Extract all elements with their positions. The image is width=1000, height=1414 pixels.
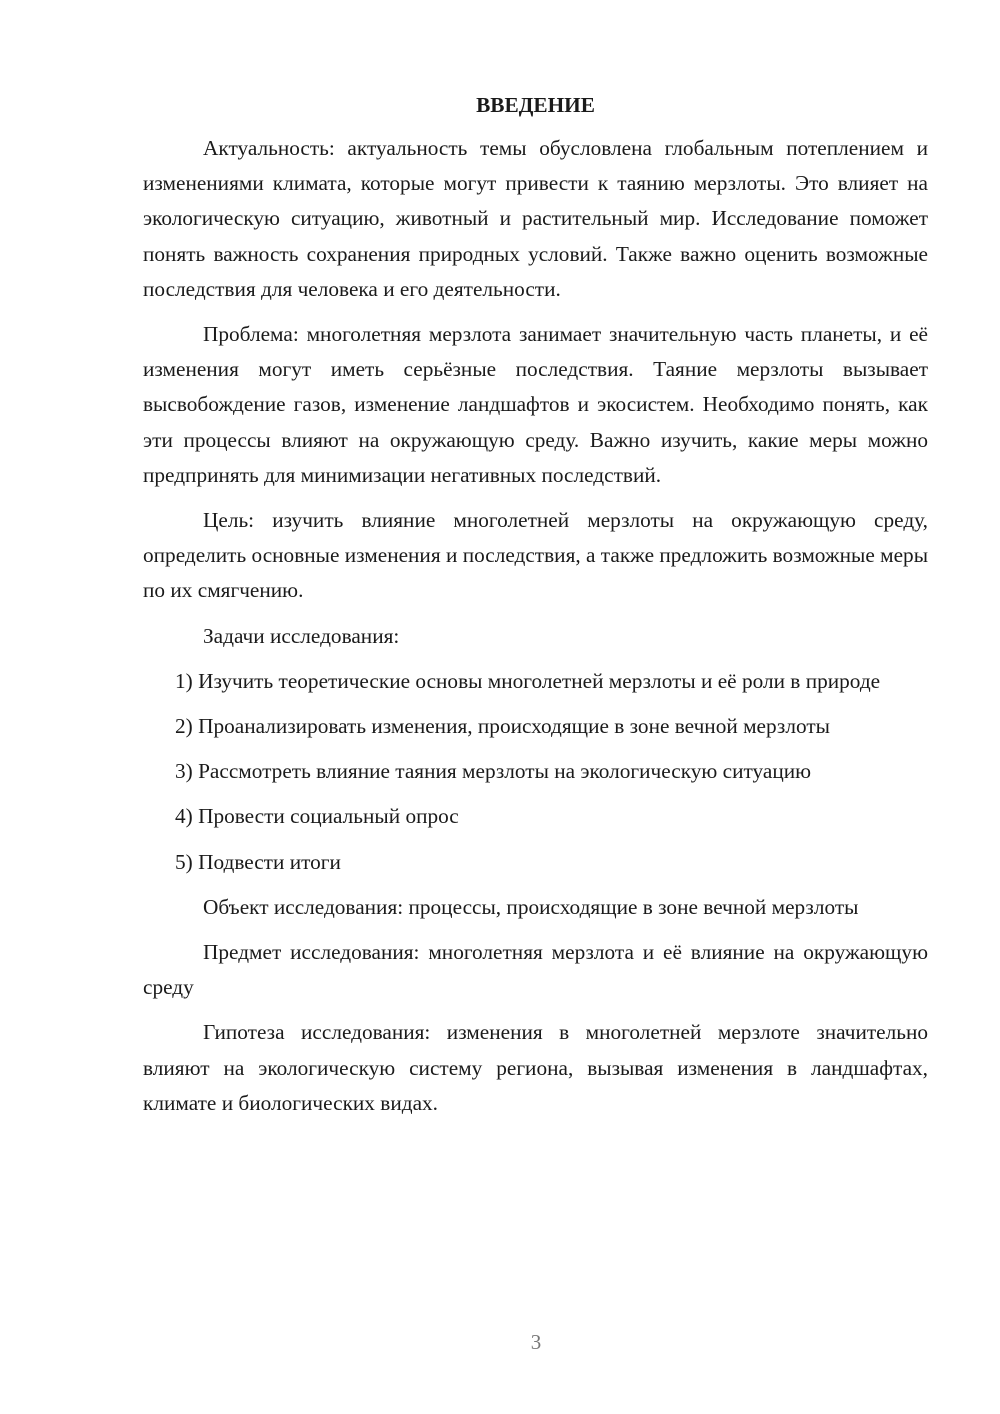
paragraph-hypothesis: Гипотеза исследования: изменения в многолетней мерзлоте значительно влияют на экологическую систему региона, вызывая изменения в ландшафтах, климате и биологических видах. [143, 1020, 928, 1115]
task-item-1: 1) Изучить теоретические основы многолетней мерзлоты и её роли в природе [175, 668, 881, 693]
tasks-heading: Задачи исследования: [203, 623, 400, 648]
paragraph-object: Объект исследования: процессы, происходящие в зоне вечной мерзлоты [203, 894, 859, 919]
task-item-3: 3) Рассмотреть влияние таяния мерзлоты на экологическую ситуацию [175, 759, 812, 784]
paragraph-subject: Предмет исследования: многолетняя мерзлота и её влияние на окружающую среду [143, 940, 928, 1000]
page-number: 3 [530, 1330, 542, 1354]
document-page [143, 88, 928, 1131]
task-item-4: 4) Провести социальный опрос [175, 804, 459, 829]
task-item-2: 2) Проанализировать изменения, происходящие в зоне вечной мерзлоты [175, 714, 830, 739]
section-title: ВВЕДЕНИЕ [476, 93, 595, 117]
paragraph-relevance: Актуальность: актуальность темы обусловлена глобальным потеплением и изменениями климата, которые могут привести к таянию мерзлоты. Это влияет на экологическую ситуацию, животный и растительный мир. Исследование поможет понять важность сохранения природных условий. Также важно оценить возможные последствия для человека и его деятельности. [143, 136, 928, 301]
paragraph-problem: Проблема: многолетняя мерзлота занимает значительную часть планеты, и её изменения могут иметь серьёзные последствия. Таяние мерзлоты вызывает высвобождение газов, изменение ландшафтов и экосистем. Необходимо понять, как эти процессы влияют на окружающую среду. Важно изучить, какие меры можно предпринять для минимизации негативных последствий. [143, 322, 928, 487]
task-item-5: 5) Подвести итоги [175, 849, 341, 874]
paragraph-goal: Цель: изучить влияние многолетней мерзлоты на окружающую среду, определить основные изменения и последствия, а также предложить возможные меры по их смягчению. [143, 508, 928, 603]
